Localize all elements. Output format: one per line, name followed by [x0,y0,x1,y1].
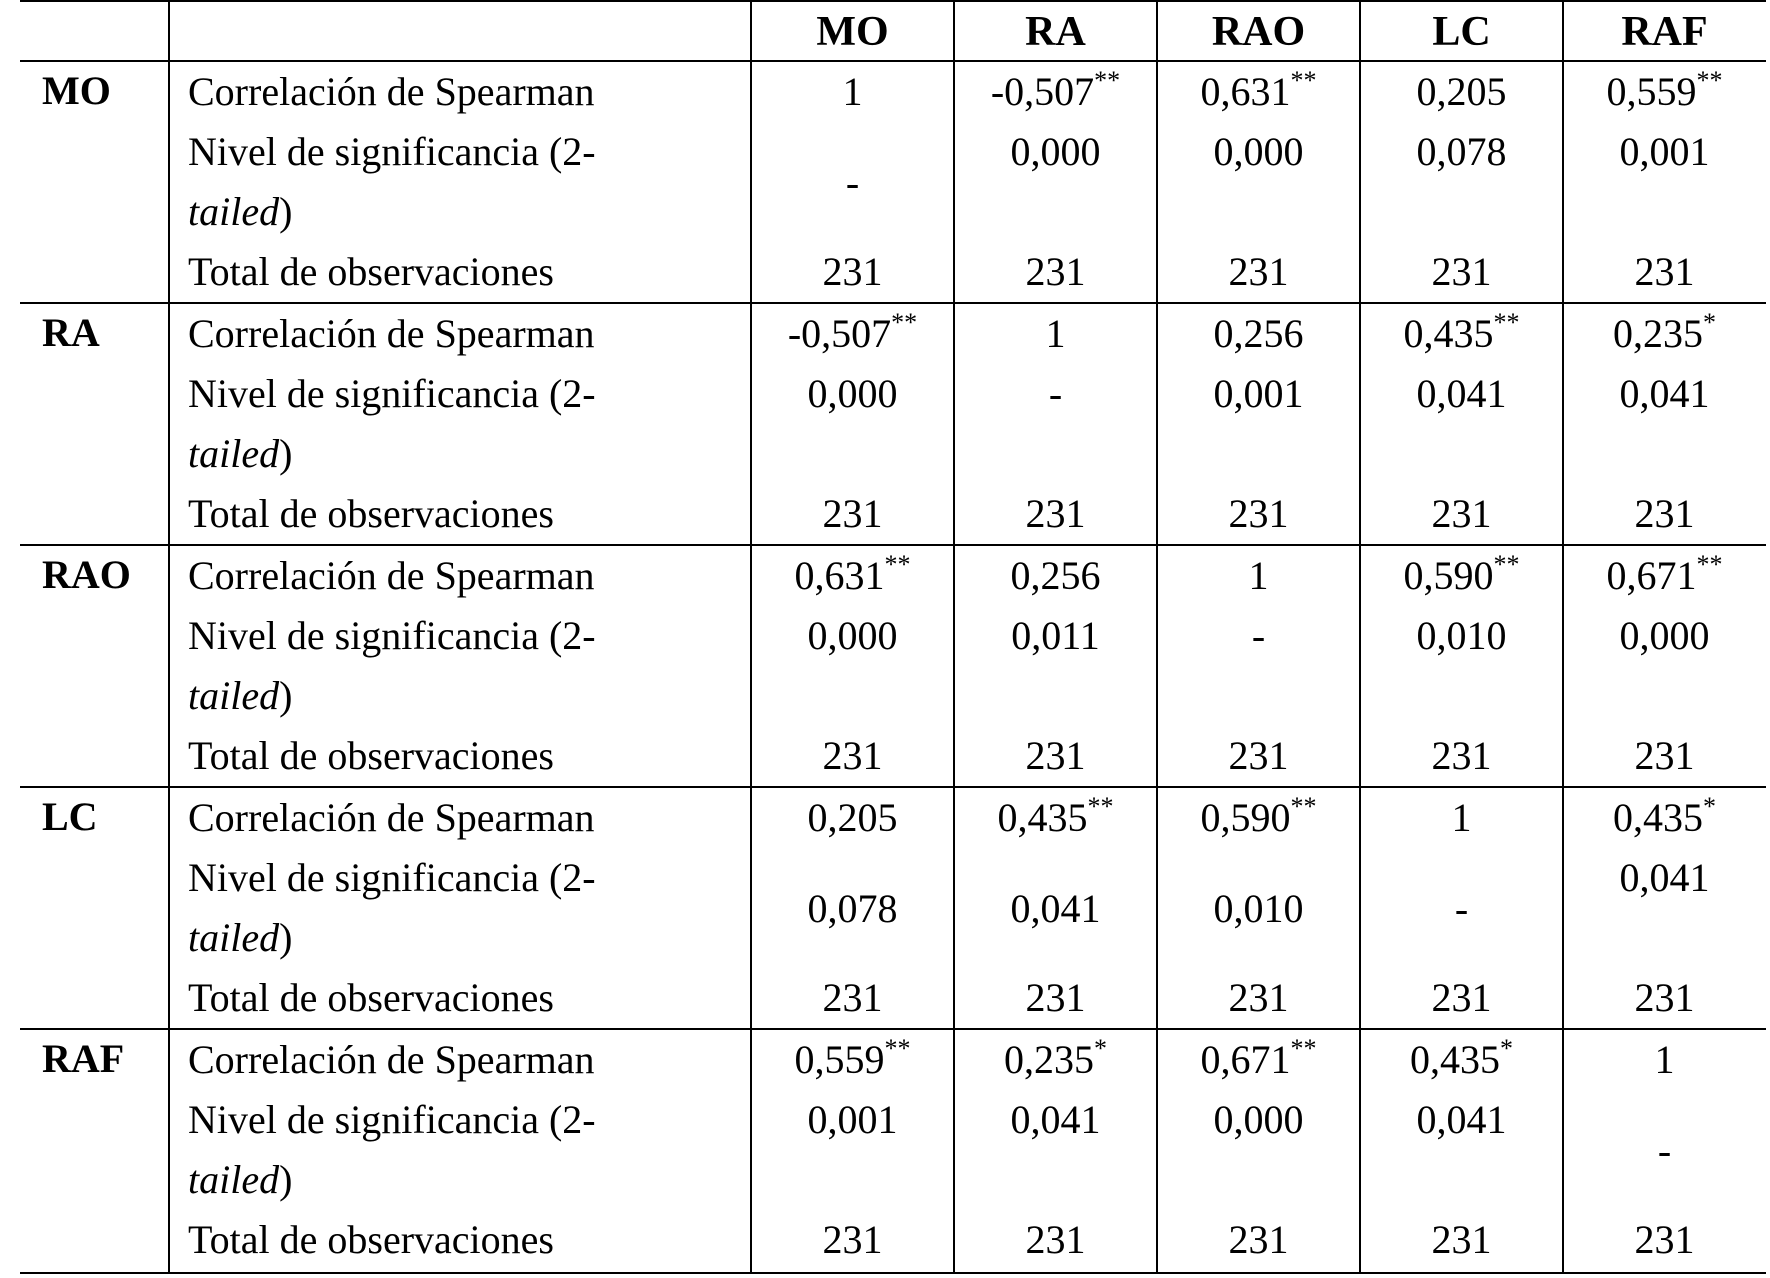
value-column [953,62,1156,302]
label-significance-a: Nivel de significancia (2- [188,1097,596,1142]
significance-marker: ** [1696,66,1723,95]
total-value: 231 [1025,249,1086,294]
correlation-value [1361,62,1562,122]
total-value: 231 [1431,1217,1492,1262]
statistic-labels [168,546,750,786]
variable-label: RAF [42,1036,125,1081]
correlation-table [20,0,1766,1274]
value-column [1359,62,1562,302]
variable-label: RAO [42,552,131,597]
significance-number: 0,078 [807,885,898,931]
label-significance-tailed: tailed [188,1157,280,1202]
correlation-number: 0,559 [794,1037,885,1082]
significance-value [1158,1090,1359,1210]
total-value: 231 [822,249,883,294]
total-value: 231 [822,1217,883,1262]
correlation-number: 1 [1248,553,1269,598]
correlation-value [752,304,953,364]
correlation-value [955,788,1156,848]
value-column [953,1030,1156,1272]
significance-number: 0,041 [1416,1097,1507,1142]
label-total: Total de observaciones [188,975,554,1020]
significance-marker: * [1703,308,1716,337]
correlation-value [1564,546,1765,606]
significance-value [955,1090,1156,1210]
variable-label: RA [42,310,100,355]
value-column [750,788,953,1028]
significance-marker: ** [884,550,911,579]
value-column [1156,1030,1359,1272]
correlation-number: 0,559 [1606,69,1697,114]
significance-value [1361,122,1562,242]
correlation-number: 0,205 [807,795,898,840]
significance-number: 0,000 [1010,129,1101,174]
correlation-value [1361,304,1562,364]
label-correlation: Correlación de Spearman [188,553,595,598]
total-value: 231 [1025,1217,1086,1262]
correlation-value [1158,546,1359,606]
total-value: 231 [1025,491,1086,536]
value-column [750,304,953,544]
correlation-number: 0,435 [1410,1037,1500,1082]
label-significance-close: ) [279,189,293,234]
correlation-number: 0,671 [1200,1037,1291,1082]
significance-number: 0,041 [1619,371,1710,416]
label-significance [188,122,750,242]
significance-number: 0,001 [1619,129,1710,174]
label-total: Total de observaciones [188,249,554,294]
label-significance-tailed: tailed [188,431,280,476]
header-lc: LC [1359,2,1562,60]
total-value: 231 [1228,733,1289,778]
total-value: 231 [1634,733,1695,778]
correlation-value [955,62,1156,122]
statistic-labels [168,304,750,544]
significance-value [1361,1090,1562,1210]
total-value: 231 [1025,733,1086,778]
significance-value [1361,848,1562,968]
header-rao: RAO [1156,2,1359,60]
row-group-ra [20,304,1766,546]
correlation-value [955,304,1156,364]
significance-marker: ** [1094,66,1121,95]
total-value: 231 [1634,1217,1695,1262]
value-column [1562,788,1765,1028]
correlation-value [752,62,953,122]
significance-value [955,364,1156,484]
significance-number: - [1657,1127,1672,1173]
significance-value [752,848,953,968]
statistic-labels [168,788,750,1028]
label-significance-tailed: tailed [188,189,280,234]
significance-number: 0,001 [807,1097,898,1142]
label-significance-tailed: tailed [188,673,280,718]
significance-number: - [1251,613,1266,658]
significance-value [1564,1090,1765,1210]
significance-value [1158,606,1359,726]
correlation-value [955,1030,1156,1090]
significance-number: 0,000 [1213,129,1304,174]
significance-value [752,364,953,484]
significance-number: 0,010 [1213,885,1304,931]
label-significance-a: Nivel de significancia (2- [188,371,596,416]
label-total: Total de observaciones [188,491,554,536]
significance-value [1564,364,1765,484]
significance-value [752,606,953,726]
correlation-number: 0,671 [1606,553,1697,598]
label-significance-tailed: tailed [188,915,280,960]
total-value: 231 [1228,975,1289,1020]
correlation-number: 1 [842,69,863,114]
total-value: 231 [1228,491,1289,536]
significance-value [1361,364,1562,484]
significance-value [752,1090,953,1210]
value-column [1156,546,1359,786]
value-column [1359,546,1562,786]
significance-number: 0,078 [1416,129,1507,174]
correlation-value [1158,788,1359,848]
label-significance-close: ) [279,915,293,960]
correlation-number: 0,631 [794,553,885,598]
label-significance-a: Nivel de significancia (2- [188,129,596,174]
header-ra: RA [953,2,1156,60]
label-total: Total de observaciones [188,1217,554,1262]
correlation-value [955,546,1156,606]
significance-number: 0,011 [1011,613,1100,658]
correlation-number: -0,507 [990,69,1095,114]
label-total: Total de observaciones [188,733,554,778]
correlation-value [1158,62,1359,122]
total-value: 231 [1431,975,1492,1020]
label-correlation: Correlación de Spearman [188,311,595,356]
variable-label: LC [42,794,98,839]
significance-marker: ** [1290,66,1317,95]
label-significance-close: ) [279,431,293,476]
total-value: 231 [1431,491,1492,536]
total-value: 231 [1431,733,1492,778]
total-value: 231 [822,491,883,536]
label-correlation: Correlación de Spearman [188,1037,595,1082]
value-column [1359,788,1562,1028]
total-value: 231 [1025,975,1086,1020]
significance-number: 0,000 [1213,1097,1304,1142]
correlation-number: 0,590 [1403,553,1494,598]
significance-marker: * [1094,1034,1107,1063]
value-column [1156,62,1359,302]
correlation-value [1361,788,1562,848]
total-value: 231 [1228,1217,1289,1262]
correlation-value [1158,1030,1359,1090]
header-raf: RAF [1562,2,1765,60]
correlation-number: 0,205 [1416,69,1507,114]
statistic-labels [168,62,750,302]
correlation-number: 0,590 [1200,795,1291,840]
value-column [1156,304,1359,544]
significance-marker: ** [1696,550,1723,579]
correlation-number: -0,507 [787,311,892,356]
significance-number: 0,001 [1213,371,1304,416]
row-group-mo [20,62,1766,304]
correlation-number: 1 [1045,311,1066,356]
significance-number: - [1454,885,1469,931]
significance-marker: ** [1290,1034,1317,1063]
row-group-rao [20,546,1766,788]
label-significance [188,848,750,968]
significance-value [1564,606,1765,726]
header-mo: MO [750,2,953,60]
correlation-value [1564,304,1765,364]
significance-marker: ** [1087,792,1114,821]
significance-number: 0,000 [807,613,898,658]
correlation-value [752,1030,953,1090]
significance-number: - [845,159,860,205]
label-significance-a: Nivel de significancia (2- [188,613,596,658]
value-column [750,546,953,786]
correlation-number: 0,631 [1200,69,1291,114]
significance-number: - [1048,371,1063,416]
significance-value [955,848,1156,968]
significance-marker: ** [891,308,918,337]
total-value: 231 [822,733,883,778]
label-significance [188,606,750,726]
significance-number: 0,000 [807,371,898,416]
significance-value [752,122,953,242]
correlation-value [1361,546,1562,606]
label-significance-close: ) [279,673,293,718]
value-column [1562,546,1765,786]
total-value: 231 [1228,249,1289,294]
correlation-value [752,788,953,848]
significance-value [1361,606,1562,726]
statistic-labels [168,1030,750,1272]
correlation-number: 0,235 [1004,1037,1094,1082]
value-column [1359,1030,1562,1272]
significance-number: 0,010 [1416,613,1507,658]
value-column [1562,304,1765,544]
correlation-number: 0,235 [1613,311,1703,356]
correlation-number: 1 [1654,1037,1675,1082]
value-column [953,788,1156,1028]
correlation-value [1564,788,1765,848]
significance-number: 0,041 [1619,855,1710,900]
correlation-value [1361,1030,1562,1090]
correlation-number: 0,435 [997,795,1088,840]
label-correlation: Correlación de Spearman [188,795,595,840]
correlation-number: 0,256 [1213,311,1304,356]
correlation-number: 0,435 [1613,795,1703,840]
correlation-value [1158,304,1359,364]
significance-value [955,122,1156,242]
value-column [1156,788,1359,1028]
significance-marker: ** [1290,792,1317,821]
label-significance [188,364,750,484]
value-column [1562,62,1765,302]
correlation-number: 0,256 [1010,553,1101,598]
total-value: 231 [1431,249,1492,294]
total-value: 231 [1634,249,1695,294]
total-value: 231 [1634,491,1695,536]
value-column [750,62,953,302]
significance-number: 0,041 [1010,885,1101,931]
significance-marker: ** [1493,550,1520,579]
header-blank-stat [168,2,750,60]
significance-value [1158,848,1359,968]
row-group-raf [20,1030,1766,1272]
label-correlation: Correlación de Spearman [188,69,595,114]
significance-number: 0,041 [1416,371,1507,416]
variable-label: MO [42,68,111,113]
value-column [1359,304,1562,544]
significance-marker: * [1703,792,1716,821]
value-column [953,546,1156,786]
significance-value [1564,848,1765,968]
row-group-lc [20,788,1766,1030]
significance-value [1158,364,1359,484]
significance-number: 0,041 [1010,1097,1101,1142]
correlation-value [1564,62,1765,122]
significance-number: 0,000 [1619,613,1710,658]
total-value: 231 [822,975,883,1020]
total-value: 231 [1634,975,1695,1020]
header-blank-var [20,2,168,60]
correlation-value [752,546,953,606]
value-column [953,304,1156,544]
label-significance-close: ) [279,1157,293,1202]
value-column [750,1030,953,1272]
header-row [20,2,1766,62]
value-column [1562,1030,1765,1272]
significance-marker: ** [884,1034,911,1063]
correlation-number: 0,435 [1403,311,1494,356]
correlation-value [1564,1030,1765,1090]
label-significance [188,1090,750,1210]
significance-value [955,606,1156,726]
correlation-number: 1 [1451,795,1472,840]
significance-marker: ** [1493,308,1520,337]
label-significance-a: Nivel de significancia (2- [188,855,596,900]
significance-value [1564,122,1765,242]
significance-marker: * [1500,1034,1513,1063]
significance-value [1158,122,1359,242]
